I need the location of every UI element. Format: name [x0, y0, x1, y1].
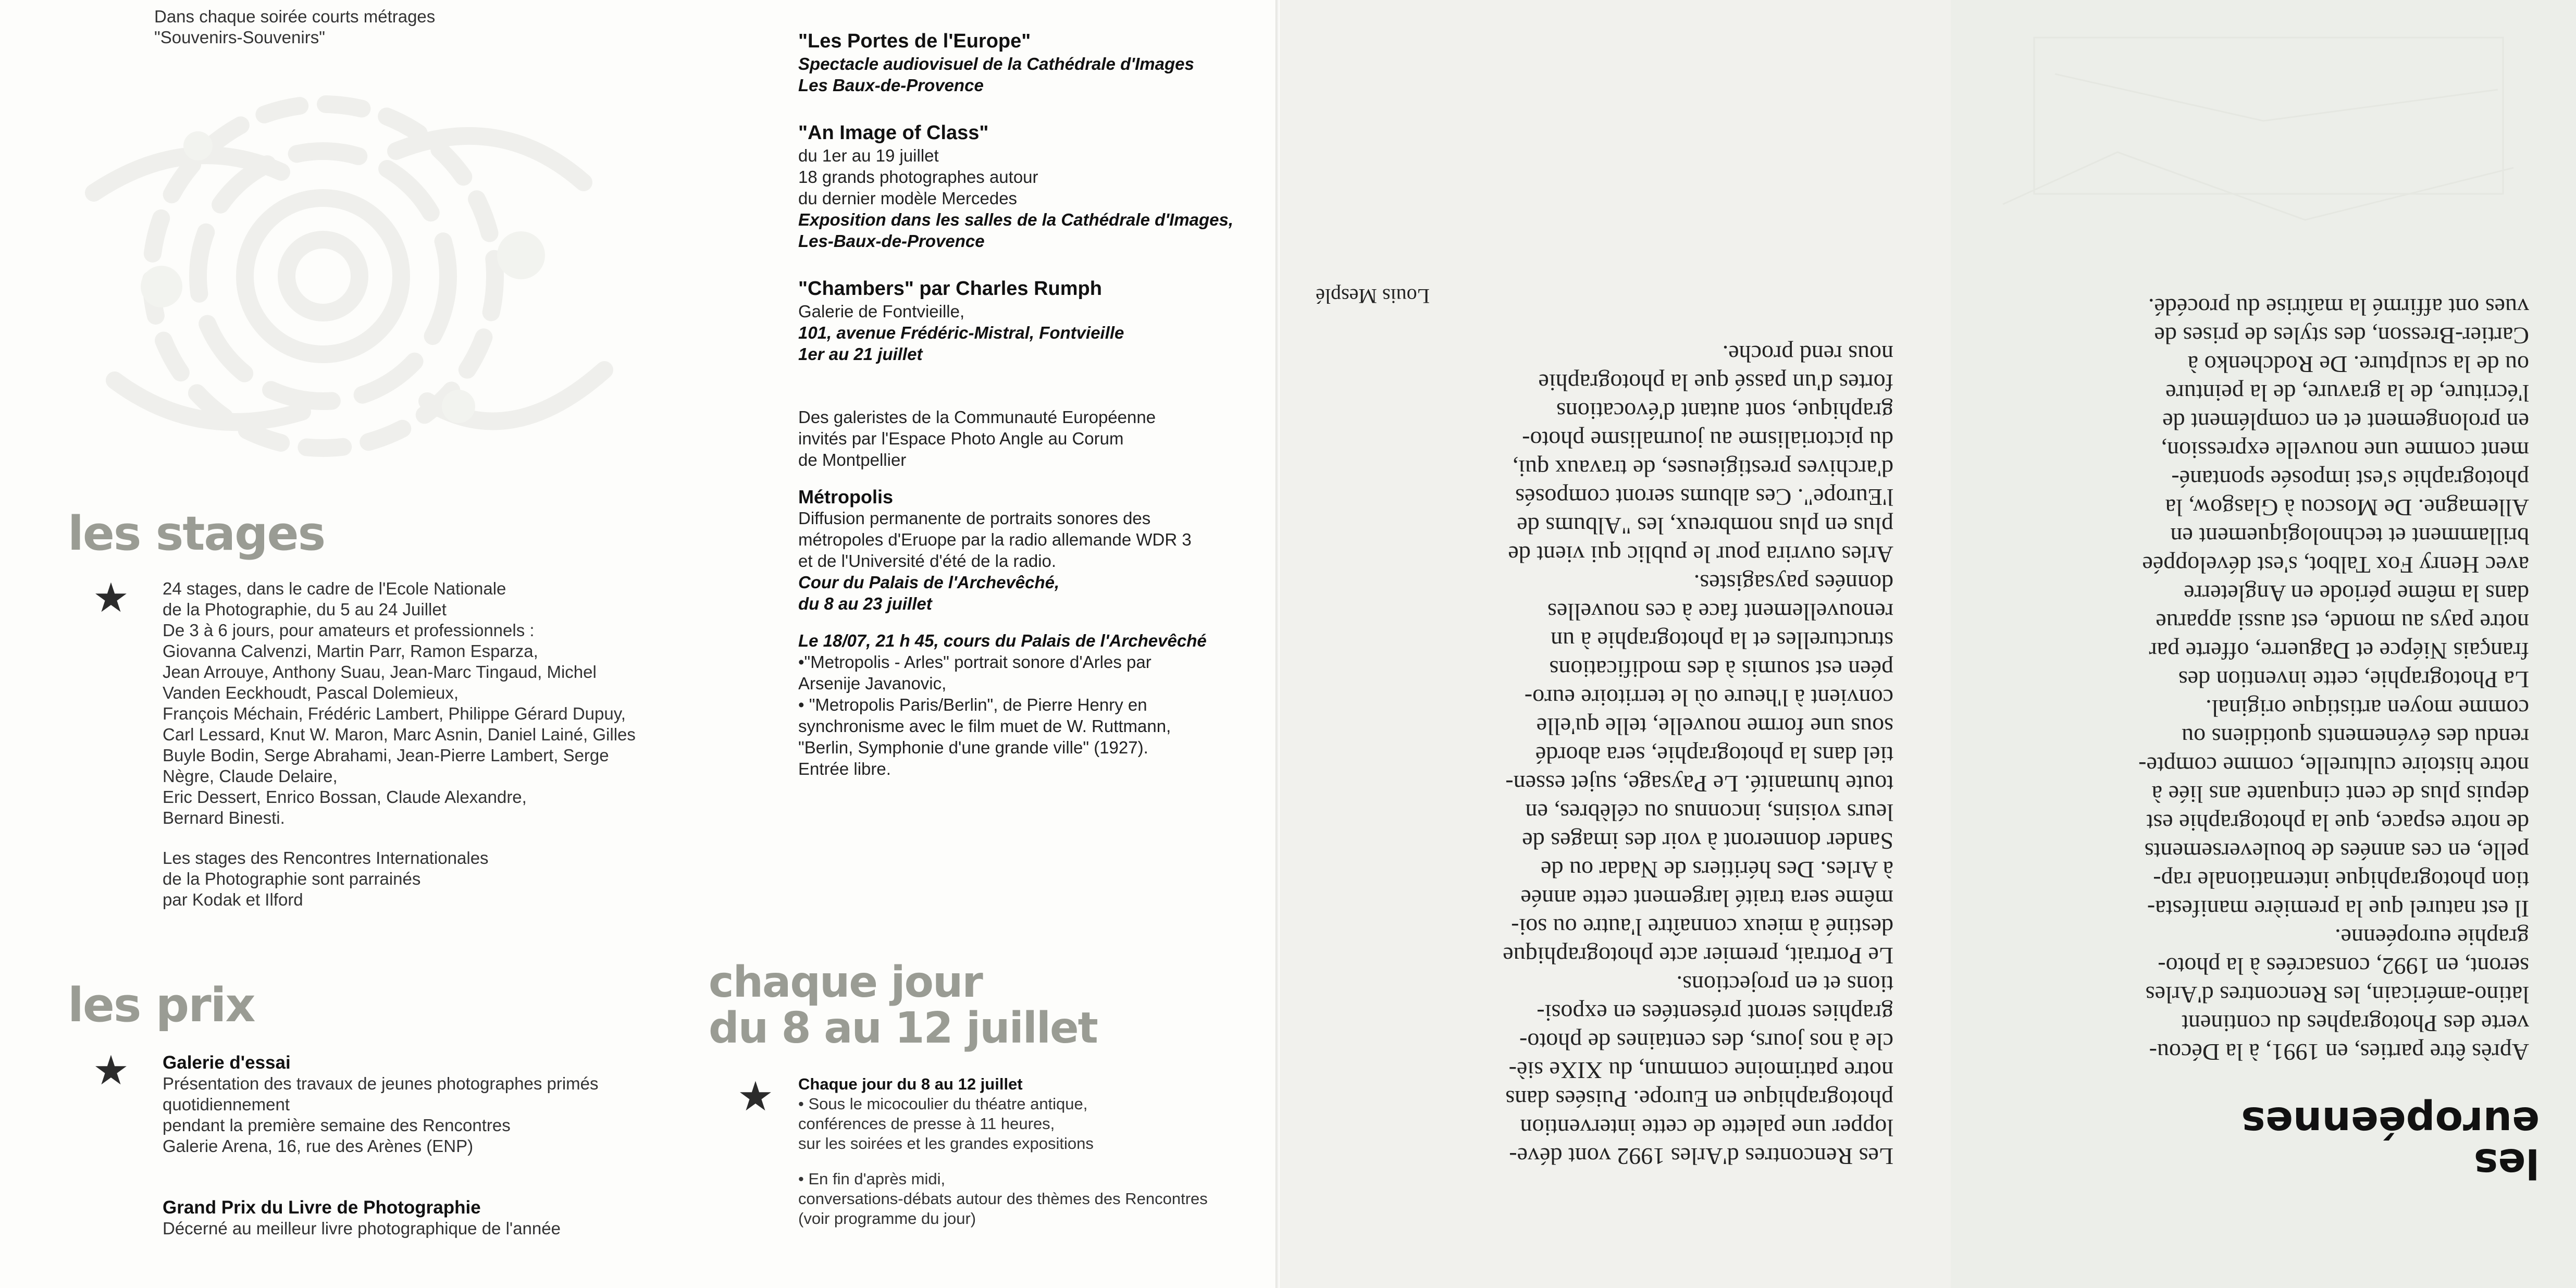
- intro-line: rendu des événements quotidiens ou: [2182, 724, 2529, 750]
- europeennes-heading: [2241, 1100, 2540, 1184]
- event-line: 18 grands photographes autour: [798, 167, 1038, 187]
- programme-line: convient à l'heure où le territoire euro-: [1524, 685, 1893, 711]
- programme-line: structurelles et la photographie à un: [1551, 627, 1893, 654]
- programme-line: destiné à mieux connaître l'autre ou soi-: [1511, 914, 1893, 940]
- programme-line: Sander donneront à voir des images de: [1522, 828, 1893, 854]
- chaque-line: (voir programme du jour): [798, 1209, 976, 1228]
- event-italic-line: du 8 au 23 juillet: [798, 594, 932, 613]
- event-line: Arsenije Javanovic,: [798, 674, 947, 693]
- event-line: du dernier modèle Mercedes: [798, 189, 1018, 208]
- event-title: "Chambers" par Charles Rumph: [798, 278, 1102, 300]
- event-line: Entrée libre.: [798, 759, 891, 778]
- event-line: Galerie de Fontvieille,: [798, 302, 965, 321]
- panel-programme-text: [1280, 0, 1951, 1288]
- event-title: Métropolis: [798, 486, 894, 507]
- programme-line: même sera traité largement cette année: [1520, 885, 1893, 912]
- programme-line: lopper une palette de cette intervention: [1520, 1114, 1893, 1141]
- sponsor-line: de la Photographie sont parrainés: [163, 869, 421, 888]
- stages-line: Bernard Binesti.: [163, 808, 285, 827]
- signature: Louis Mesplé: [1316, 284, 1430, 308]
- chaque-text: [798, 1074, 1208, 1229]
- stages-text: [163, 578, 636, 828]
- programme-line: Les Rencontres d'Arles 1992 vont déve-: [1509, 1143, 1893, 1170]
- intro-line: Il est naturel que la première manifesta-: [2147, 896, 2529, 922]
- programme-line: leurs voisins, inconnus ou célèbres, en: [1525, 799, 1893, 826]
- programme-line: tiel dans la photographie, sera abordé: [1535, 742, 1893, 769]
- intro-line: Allemagne. De Moscou à Glasgow, la: [2165, 494, 2529, 521]
- chaque-line: • En fin d'après midi,: [798, 1170, 946, 1188]
- star-icon: ★: [737, 1073, 774, 1119]
- event-italic-line: 1er au 21 juillet: [798, 344, 923, 364]
- event-italic-line: Exposition dans les salles de la Cathédrale d'Images,: [798, 210, 1233, 229]
- event-italic-line: Spectacle audiovisuel de la Cathédrale d'Images: [798, 54, 1194, 73]
- event-line: et de l'Université d'été de la radio.: [798, 551, 1057, 571]
- event-line: métropoles d'Eruope par la radio allemande WDR 3: [798, 530, 1192, 549]
- intro-line: La Photographie, cette invention des: [2178, 666, 2529, 693]
- programme-line: d'archives prestigieuses, de travaux qui,: [1512, 455, 1893, 482]
- programme-line: Le Portrait, premier acte photographique: [1503, 943, 1893, 969]
- star-icon: ★: [93, 1047, 129, 1093]
- sponsor-line: Les stages des Rencontres Internationales: [163, 848, 489, 868]
- event-le18: [798, 630, 1233, 779]
- event-line: Diffusion permanente de portraits sonores des: [798, 509, 1151, 528]
- programme-line: graphique, sont autant d'évocations: [1556, 398, 1893, 425]
- event-line: de Montpellier: [798, 450, 907, 469]
- stages-line: François Méchain, Frédéric Lambert, Philippe Gérard Dupuy,: [163, 704, 626, 723]
- intro-line: depuis plus de cent cinquante ans liée à: [2151, 781, 2529, 808]
- stages-line: 24 stages, dans le cadre de l'Ecole Nationale: [163, 579, 506, 598]
- prix-line: Présentation des travaux de jeunes photographes primés: [163, 1074, 599, 1093]
- stages-line: Buyle Bodin, Serge Abrahami, Jean-Pierre Lambert, Serge: [163, 746, 609, 765]
- intro-line: tion photographique internationale rap-: [2153, 867, 2529, 894]
- intro-line: Après être parties, en 1991, à la Décou-: [2149, 1039, 2529, 1066]
- stages-line: Carl Lessard, Knut W. Maron, Marc Asnin, Daniel Lainé, Gilles: [163, 725, 636, 744]
- intro-line: en prolongement et en complément de: [2162, 408, 2529, 435]
- prix-item-grand-prix: [163, 1197, 561, 1239]
- stages-line: Vanden Eeckhoudt, Pascal Dolemieux,: [163, 683, 459, 702]
- programme-line: renouvellement face à ces nouvelles: [1547, 599, 1893, 625]
- top-note-line: Dans chaque soirée courts métrages: [154, 7, 436, 26]
- event-italic-line: Cour du Palais de l'Archevêché,: [798, 573, 1060, 592]
- top-note-line: "Souvenirs-Souvenirs": [154, 28, 325, 47]
- event-italic-line: Les-Baux-de-Provence: [798, 231, 985, 251]
- programme-line: nous rend proche.: [1722, 341, 1893, 367]
- stages-line: Jean Arrouye, Anthony Suau, Jean-Marc Tingaud, Michel: [163, 662, 597, 682]
- prix-item-title: Grand Prix du Livre de Photographie: [163, 1197, 481, 1218]
- panel-european-intro: [1951, 0, 2576, 1288]
- programme-line: données paysagistes.: [1693, 570, 1893, 597]
- intro-line: ment comme une nouvelle expression,: [2161, 437, 2529, 464]
- chaque-line: • Sous le micocoulier du théatre antique,: [798, 1095, 1088, 1113]
- intro-line: graphie européenne.: [2335, 924, 2529, 951]
- event-italic-line: 101, avenue Frédéric-Mistral, Fontvieille: [798, 323, 1124, 342]
- programme-line: Arles ouvrira pour le public qui vient de: [1508, 541, 1893, 568]
- prix-item-title: Galerie d'essai: [163, 1052, 291, 1073]
- intro-line: verte des Photographes du continent: [2182, 1010, 2529, 1037]
- top-note: [154, 6, 435, 48]
- event-line: •"Metropolis - Arles" portrait sonore d'Arles par: [798, 652, 1151, 672]
- chaque-heading-line: du 8 au 12 juillet: [709, 1004, 1097, 1053]
- event-portes: [798, 29, 1233, 96]
- prix-line: Décerné au meilleur livre photographique de l'année: [163, 1219, 561, 1238]
- programme-line: sous une forme nouvelle, telle qu'elle: [1536, 713, 1893, 740]
- event-italic-line: Les Baux-de-Provence: [798, 76, 984, 95]
- programme-line: l'Europe". Ces albums seront composés: [1515, 484, 1893, 511]
- programme-line: photographique en Europe. Puisées dans: [1505, 1086, 1893, 1112]
- intro-text: [2008, 293, 2529, 1067]
- intro-line: l'écriture, de la gravure, de la peinture: [2165, 380, 2529, 406]
- intro-line: seront, en 1992, consacrées à la photo-: [2158, 953, 2529, 980]
- europeennes-heading-line: européennes: [2241, 1098, 2540, 1145]
- event-title: Le 18/07, 21 h 45, cours du Palais de l'Archevêché: [798, 631, 1207, 650]
- event-title: "Les Portes de l'Europe": [798, 30, 1031, 52]
- programme-line: plus en plus nombreux, les "Albums de: [1517, 513, 1893, 539]
- event-chambers: [798, 277, 1233, 365]
- programme-line: du pictorialisme au journalisme photo-: [1522, 427, 1893, 453]
- chaque-line: sur les soirées et les grandes expositions: [798, 1134, 1094, 1153]
- intro-line: comme moyen artistique original.: [2206, 695, 2529, 722]
- event-galeristes: [798, 406, 1233, 470]
- intro-line: brillamment et technologiquement en: [2170, 523, 2529, 550]
- stages-line: de la Photographie, du 5 au 24 Juillet: [163, 600, 447, 619]
- prix-item-galerie: [163, 1052, 599, 1157]
- right-page: [1280, 0, 2576, 1288]
- intro-line: photographie s'est imposée spontané-: [2171, 466, 2529, 492]
- event-metropolis: [798, 486, 1233, 614]
- event-line: • "Metropolis Paris/Berlin", de Pierre Henry en: [798, 695, 1147, 714]
- prix-heading: les prix: [68, 978, 255, 1033]
- event-line: "Berlin, Symphonie d'une grande ville" (1927).: [798, 738, 1148, 757]
- star-icon: ★: [93, 575, 129, 621]
- chaque-subtitle: Chaque jour du 8 au 12 juillet: [798, 1075, 1023, 1093]
- chaque-line: conversations-débats autour des thèmes des Rencontres: [798, 1190, 1208, 1208]
- programme-line: à Arles. Des héritiers de Nadar ou de: [1541, 857, 1893, 883]
- intro-line: de notre espace, que la photographie est: [2146, 810, 2529, 836]
- sponsor-line: par Kodak et Ilford: [163, 890, 303, 909]
- programme-line: toute humanité. Le Paysage, sujet essen-: [1505, 771, 1893, 797]
- stages-line: Eric Dessert, Enrico Bossan, Claude Alexandre,: [163, 787, 527, 807]
- chaque-line: conférences de presse à 11 heures,: [798, 1114, 1055, 1133]
- programme-line: graphies seront présentées en exposi-: [1537, 1000, 1893, 1026]
- event-line: invités par l'Espace Photo Angle au Corum: [798, 429, 1124, 448]
- stages-line: Nègre, Claude Delaire,: [163, 766, 338, 786]
- intro-line: Cartier-Bresson, des styles de prises de: [2154, 323, 2529, 349]
- event-line: Des galeristes de la Communauté Européenne: [798, 407, 1156, 427]
- event-title: "An Image of Class": [798, 122, 989, 144]
- europeennes-heading-line: les: [2473, 1140, 2540, 1186]
- event-image-of-class: [798, 121, 1233, 252]
- intro-line: notre histoire culturelle, comme compte-: [2138, 752, 2529, 779]
- intro-line: français Niépce et Daguerre, offerte par: [2149, 638, 2529, 664]
- event-line: du 1er au 19 juillet: [798, 146, 939, 165]
- upside-down-page: [1280, 0, 2576, 1288]
- stages-line: De 3 à 6 jours, pour amateurs et professionnels :: [163, 621, 535, 640]
- intro-line: latino-américain, les Rencontres d'Arles: [2145, 982, 2529, 1008]
- left-page: [0, 0, 1280, 1288]
- stages-heading: les stages: [68, 506, 325, 561]
- prix-line: Galerie Arena, 16, rue des Arènes (ENP): [163, 1136, 474, 1156]
- chaque-heading: [709, 960, 1097, 1051]
- programme-line: péen est soumis à des modifications: [1549, 656, 1893, 683]
- intro-line: pelle, en ces années de bouleversements: [2144, 838, 2529, 865]
- chaque-heading-line: chaque jour: [709, 958, 982, 1007]
- stages-sponsor: [163, 848, 489, 910]
- programme-text: [1357, 340, 1893, 1171]
- intro-line: dans la même période en Angleterre: [2184, 580, 2529, 607]
- swirl-decoration: [31, 89, 646, 464]
- intro-line: notre pays au monde, est aussi apparue: [2156, 609, 2529, 636]
- intro-line: ou de la sculpture. De Rodchenko à: [2187, 351, 2529, 378]
- event-line: synchronisme avec le film muet de W. Ruttmann,: [798, 716, 1171, 736]
- programme-line: tions et en projections.: [1676, 971, 1893, 998]
- stages-line: Giovanna Calvenzi, Martin Parr, Ramon Esparza,: [163, 641, 538, 661]
- prix-line: quotidiennement: [163, 1095, 290, 1114]
- intro-line: avec Henry Fox Talbot, s'est développée: [2142, 552, 2529, 578]
- programme-line: fortes d'un passé que la photographie: [1538, 369, 1893, 396]
- programme-line: notre patrimoine commun, du XIXe siè-: [1508, 1057, 1893, 1084]
- programme-line: cle à nos jours, des centaines de photo-: [1519, 1029, 1893, 1055]
- prix-line: pendant la première semaine des Rencontres: [163, 1116, 511, 1135]
- intro-line: vues ont affirmé la maîtrise du procédé.: [2148, 294, 2529, 320]
- events-column: [798, 29, 1233, 794]
